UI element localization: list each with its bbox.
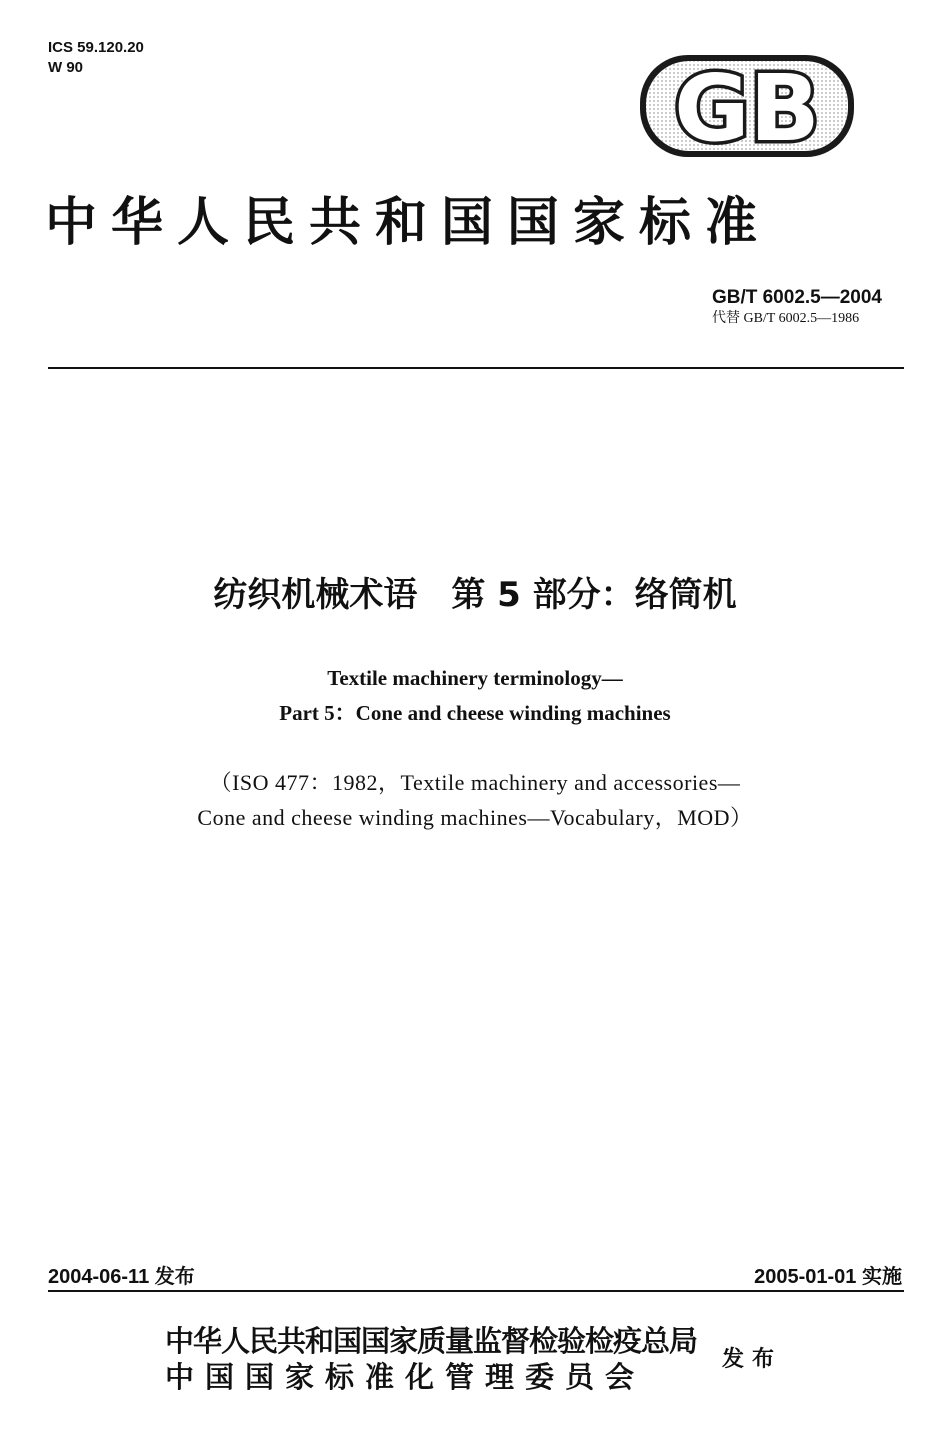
issuer-line1: 中华人民共和国国家质量监督检验检疫总局	[165, 1324, 698, 1358]
issuer-line2: 中国国家标准化管理委员会	[165, 1360, 646, 1394]
logo-text: GB	[674, 55, 820, 157]
title-english-line1: Textile machinery terminology—	[327, 666, 623, 690]
publish-label: 发布	[722, 1347, 783, 1372]
iso-reference-line1: （ISO 477：1982，Textile machinery and accessories—	[209, 770, 741, 795]
standard-number: GB/T 6002.5—2004	[711, 287, 882, 308]
implementation-date: 2005-01-01 实施	[754, 1266, 902, 1288]
header-divider	[48, 367, 904, 369]
ics-block	[48, 38, 144, 78]
footer-divider	[48, 1290, 904, 1292]
standard-number-block	[712, 286, 882, 328]
iso-reference-line2: Cone and cheese winding machines—Vocabulary，MOD）	[197, 805, 753, 830]
replaces-standard: 代替 GB/T 6002.5—1986	[711, 311, 860, 326]
issue-date: 2004-06-11 发布	[48, 1266, 195, 1288]
national-standard-title: 中华人民共和国国家标准	[45, 192, 772, 253]
gb-logo	[640, 55, 854, 157]
title-chinese: 纺织机械术语 第 5 部分：络筒机	[213, 575, 737, 615]
category-code: W 90	[48, 59, 84, 76]
ics-code: ICS 59.120.20	[48, 39, 144, 56]
title-english-line2: Part 5：Cone and cheese winding machines	[279, 701, 671, 725]
